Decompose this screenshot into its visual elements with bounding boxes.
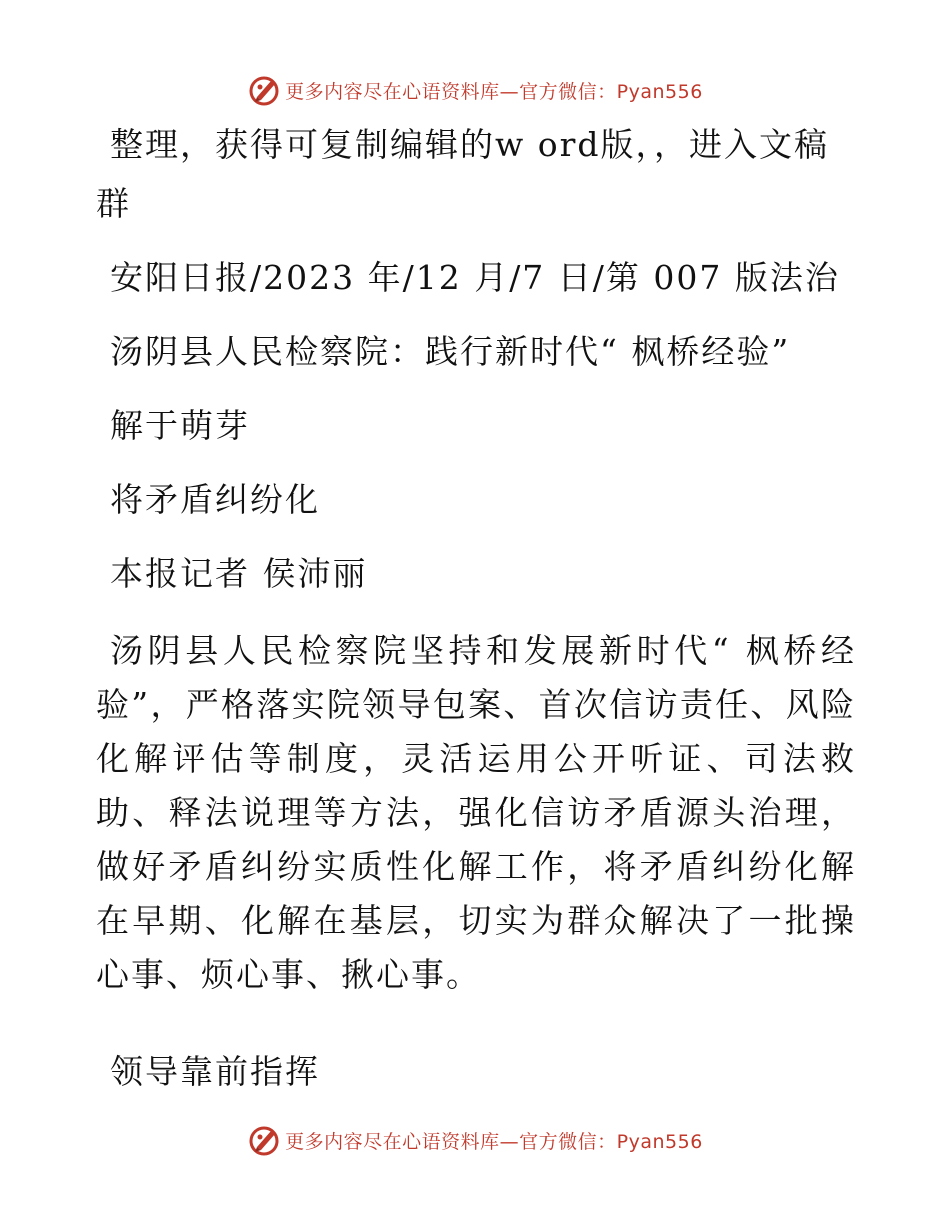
- body-paragraph: 汤阴县人民检察院坚持和发展新时代“ 枫桥经验”，严格落实院领导包案、首次信访责任、风险化解评估等制度，灵活运用公开听证、司法救助、释法说理等方法，强化信访矛盾源头治理，做好矛盾纠纷实质性化解工作，将矛盾纠纷化解在早期、化解在基层，切实为群众解决了一批操心事、烦心事、揪心事。: [96, 631, 856, 994]
- watermark-text: 更多内容尽在心语资料库—官方微信：Pyan556: [285, 1130, 703, 1153]
- pen-logo-icon: [247, 73, 281, 107]
- intro-line-2: 群: [96, 184, 131, 223]
- subtitle-1: 解于萌芽: [110, 406, 250, 445]
- byline: 本报记者 侯沛丽: [110, 554, 368, 593]
- footer-watermark: [0, 1120, 950, 1160]
- watermark-text: 更多内容尽在心语资料库—官方微信：Pyan556: [285, 80, 703, 103]
- section-heading: 领导靠前指挥: [110, 1052, 320, 1091]
- subtitle-2: 将矛盾纠纷化: [110, 480, 320, 519]
- intro-line-1: 整理，获得可复制编辑的w ord版，，进入文稿: [110, 125, 830, 164]
- headline: 汤阴县人民检察院：践行新时代“ 枫桥经验”: [110, 332, 791, 371]
- pen-logo-icon: [247, 1123, 281, 1157]
- source-line: 安阳日报/2023 年/12 月/7 日/第 007 版法治: [110, 258, 840, 297]
- header-watermark: [0, 70, 950, 110]
